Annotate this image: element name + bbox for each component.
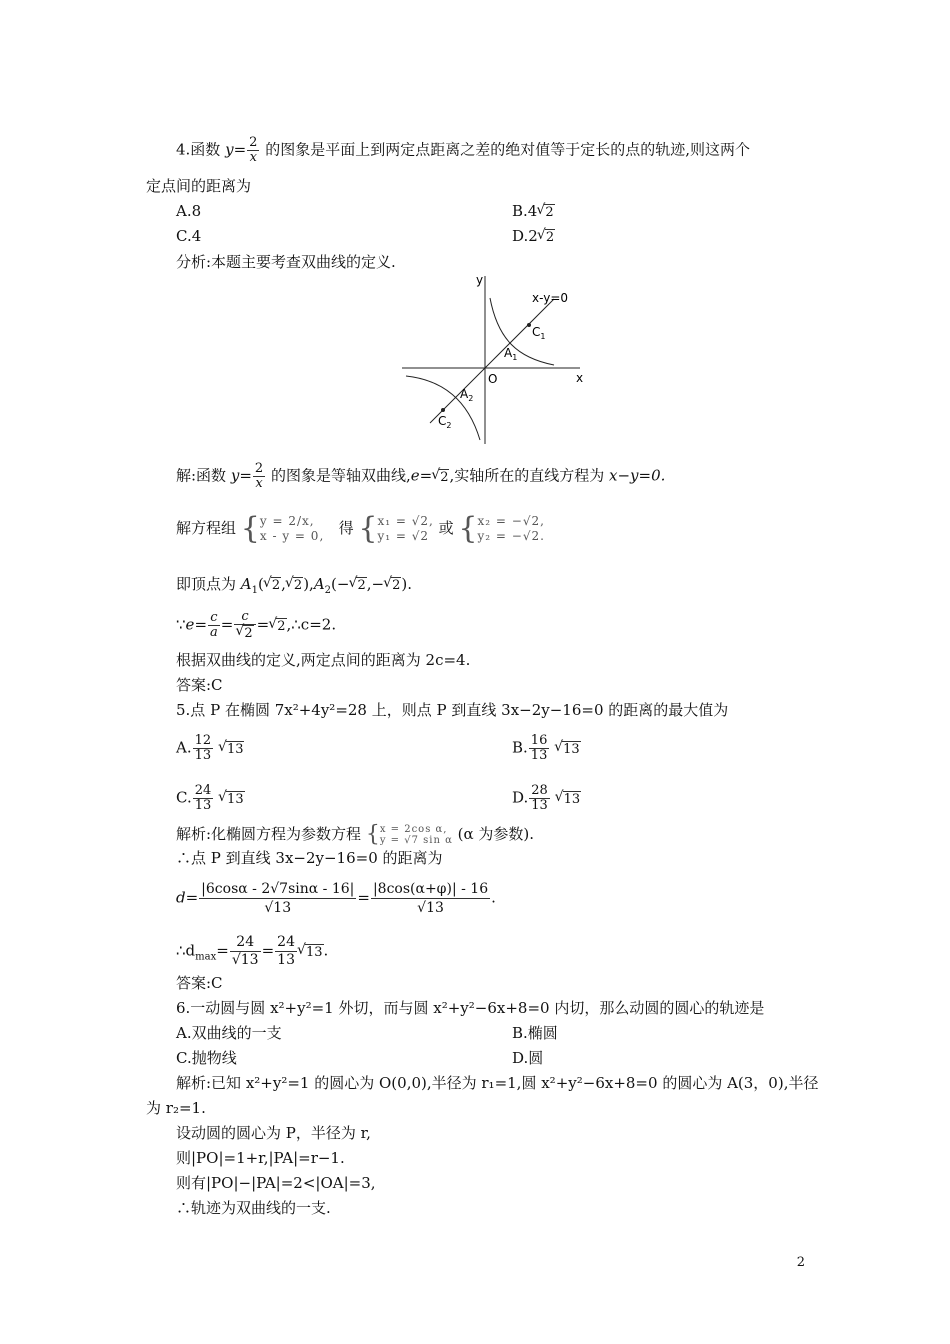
brace-icon: { [458, 511, 478, 546]
q5-option-b: B. $\frac{16}{13}$ √ 13 [512, 734, 581, 763]
system-3: x₂ = −√2, y₂ = −√2. [477, 514, 545, 543]
line-equation-label: x-y=0 [532, 291, 569, 305]
label-c2: $C_2$ [438, 414, 452, 430]
q6-solution-3: 设动圆的圆心为 P，半径为 r, [176, 1124, 371, 1142]
label-a1: $A_1$ [504, 346, 518, 362]
sol4-line-eq: x−y=0. [609, 466, 666, 485]
q4-option-c: C.4 [176, 227, 202, 245]
sol4-fraction [253, 462, 265, 491]
asymptote-line [430, 299, 554, 423]
q5-distance-line: ∴点 P 到直线 3x−2y−16=0 的距离为 [176, 849, 443, 867]
q4-frac-den: x [249, 150, 257, 165]
q5-answer: 答案:C [176, 974, 223, 992]
q5-stem: 5.点 P 在椭圆 7x²+4y²=28 上，则点 P 到直线 3x−2y−16=0 的距离的最大值为 [176, 701, 729, 719]
q5-option-a: A. $\frac{12}{13}$ √ 13 [176, 734, 244, 763]
sol4-sys-label: 解方程组 [176, 519, 237, 537]
brace-icon: { [240, 511, 260, 546]
q4-head: 4.函数 [176, 140, 226, 159]
axis-x-label: x [576, 371, 584, 385]
page-number: 2 [796, 1255, 805, 1270]
q6-option-c: C.抛物线 [176, 1049, 237, 1067]
sol4-l1-b: 的图象是等轴双曲线, [266, 466, 411, 485]
q5-solution-param: 解析:化椭圆方程为参数方程 { x = 2cos α, y = √7 sin α (α 为参数). [176, 822, 535, 847]
q5-option-c: C. $\frac{24}{13}$ √ 13 [176, 784, 245, 813]
q4-option-b [512, 201, 555, 221]
q6-solution-4: 则|PO|=1+r,|PA|=r−1. [176, 1149, 345, 1167]
q5-dmax: $\therefore d_{max}=$ $\frac{24}{√13}$ = $\frac{24}{13}$ √ 13. [176, 934, 328, 969]
sol4-root: √ 2 [439, 469, 449, 485]
q4-analysis: 分析:本题主要考查双曲线的定义. [176, 253, 396, 271]
q6-stem: 6.一动圆与圆 x²+y²=1 外切，而与圆 x²+y²−6x+8=0 内切，那么动圆的圆心的轨迹是 [176, 999, 765, 1017]
sol4-answer: 答案:C [176, 676, 223, 694]
sol4-eq: = [239, 466, 252, 485]
q4-var-y: y [225, 140, 234, 159]
sol4-frac-num: 2 [254, 461, 264, 476]
system-1: y = 2/x, x - y = 0, [259, 514, 325, 543]
q5-distance-formula: d= $\frac{|6\cos\alpha - 2√7\sin\alpha - 16|}{√13}$ = $\frac{|8\cos(\alpha+\varphi)| - 16}{√13}$ . [176, 881, 496, 916]
q6-option-a: A.双曲线的一支 [176, 1024, 282, 1042]
sol4-eccentricity: ∵e= $\frac{c}{a}$ = c √ 2 =√ 2,∴c=2. [176, 610, 336, 641]
q4-frac-num: 2 [249, 135, 258, 150]
q4-option-d [512, 226, 555, 246]
q6-solution-5: 则有|PO|−|PA|=2<|OA|=3, [176, 1174, 376, 1192]
q4-fraction [247, 136, 259, 165]
point-c2 [441, 408, 445, 412]
q6-solution-2: 为 r₂=1. [146, 1099, 206, 1117]
q4-option-b-root: √ 2 [544, 204, 554, 220]
sol4-var-y: y [230, 466, 240, 485]
sol4-definition: 根据双曲线的定义,两定点间的距离为 2c=4. [176, 651, 471, 669]
sol4-vertices: 即顶点为 $A_1(√$ 2,√ $2),A_2(-√$ 2,−√ 2). [176, 574, 412, 594]
brace-icon: { [365, 822, 380, 847]
label-c1: $C_1$ [532, 325, 546, 341]
q6-solution-6: ∴轨迹为双曲线的一支. [176, 1199, 331, 1217]
label-a2: $A_2$ [460, 387, 474, 403]
sol4-frac-den: x [255, 476, 263, 491]
system-2: x₁ = √2, y₁ = √2 [377, 514, 434, 543]
hyperbola-diagram [398, 270, 588, 450]
origin-label: O [488, 372, 498, 386]
sol4-system-line [176, 511, 545, 546]
q4-stem-line2: 定点间的距离为 [146, 177, 252, 195]
brace-icon: { [358, 511, 378, 546]
q4-stem-line1 [176, 136, 750, 165]
q5-option-d: D. $\frac{28}{13}$ √ 13 [512, 784, 581, 813]
q4-option-d-label: D.2 [512, 227, 538, 245]
q4-eq: = [233, 140, 247, 159]
sol4-eq2: = [419, 466, 433, 485]
q4-tail: 的图象是平面上到两定点距离之差的绝对值等于定长的点的轨迹,则这两个 [260, 140, 750, 159]
sol4-e: e [410, 466, 420, 485]
sol4-l1-a: 解:函数 [176, 466, 231, 485]
q6-solution-1: 解析:已知 x²+y²=1 的圆心为 O(0,0),半径为 r₁=1,圆 x²+y²−6x+8=0 的圆心为 A(3，0),半径 [176, 1074, 819, 1092]
point-c1 [527, 323, 531, 327]
sol4-or: 或 [438, 519, 454, 537]
q6-option-d: D.圆 [512, 1049, 544, 1067]
q4-option-a: A.8 [176, 202, 202, 220]
param-system: x = 2cos α, y = √7 sin α [379, 824, 453, 846]
q4-option-b-label: B.4 [512, 202, 538, 220]
q6-option-b: B.椭圆 [512, 1024, 558, 1042]
axis-y-label: y [476, 273, 484, 287]
q4-option-d-root: √ 2 [545, 229, 555, 245]
sol4-get: 得 [338, 519, 354, 537]
sol4-line1 [176, 462, 665, 491]
sol4-l1-c: ,实轴所在的直线方程为 [449, 466, 610, 485]
